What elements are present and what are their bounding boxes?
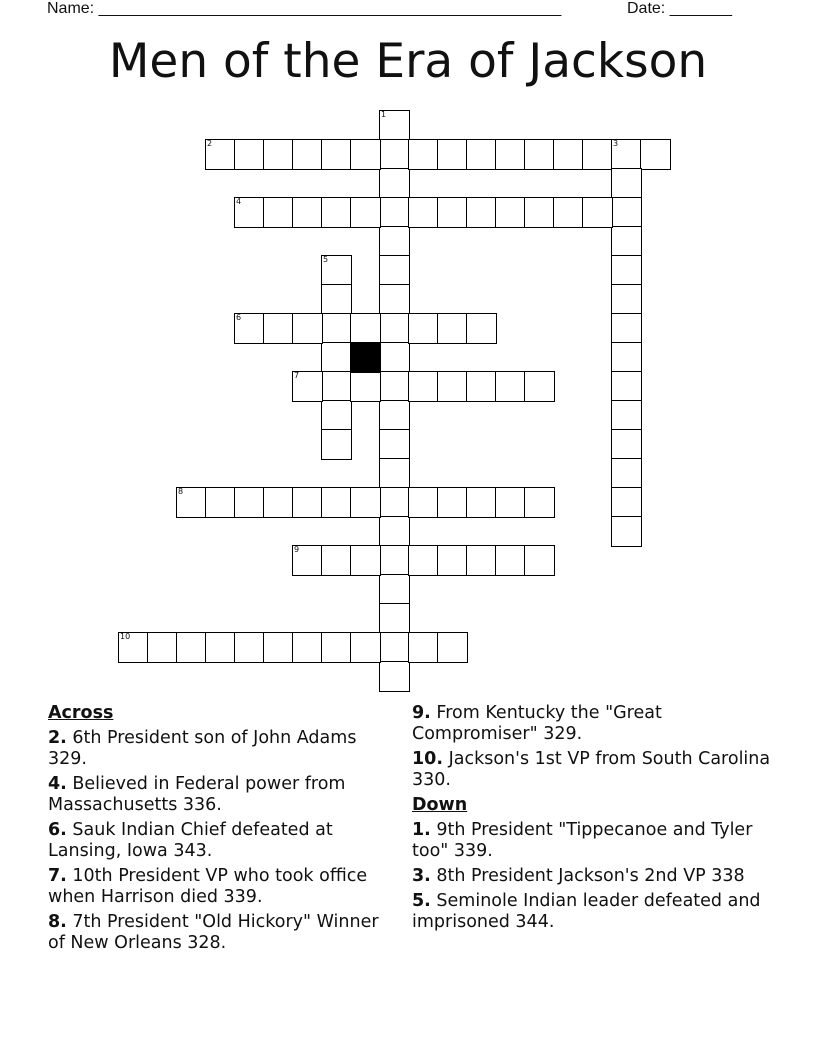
grid-cell[interactable] [553,139,584,170]
clue-across-8: 8. 7th President "Old Hickory" Winner of New Orleans 328. [48,912,379,953]
grid-cell[interactable] [292,545,323,576]
grid-cell[interactable] [408,545,439,576]
grid-cell[interactable] [611,458,642,489]
grid-cell[interactable] [466,487,497,518]
puzzle-title: Men of the Era of Jackson [108,34,708,89]
grid-cell[interactable] [379,429,410,460]
grid-cell[interactable] [118,632,149,663]
clue-down-5: 5. Seminole Indian leader defeated and imprisoned 344. [412,891,761,932]
grid-cell[interactable] [379,255,410,286]
grid-cell[interactable] [379,197,410,228]
grid-cell[interactable] [147,632,178,663]
grid-cell[interactable] [292,139,323,170]
grid-cell[interactable] [553,197,584,228]
grid-cell[interactable] [640,139,671,170]
grid-cell[interactable] [234,139,265,170]
grid-cell[interactable] [321,632,352,663]
grid-cell[interactable] [437,545,468,576]
grid-cell[interactable] [408,632,439,663]
grid-cell[interactable] [437,313,468,344]
grid-cell[interactable] [495,197,526,228]
grid-cell[interactable] [321,429,352,460]
grid-cell[interactable] [350,197,381,228]
grid-cell[interactable] [495,487,526,518]
clue-number: 8 [178,487,184,496]
grid-cell[interactable] [350,632,381,663]
grid-cell[interactable] [466,139,497,170]
grid-cell[interactable] [379,110,410,141]
grid-cell[interactable] [611,371,642,402]
grid-cell[interactable] [379,545,410,576]
grid-cell[interactable] [176,487,207,518]
grid-cell[interactable] [321,284,352,315]
clue-down-1: 1. 9th President "Tippecanoe and Tyler too" 339. [412,820,753,861]
grid-cell[interactable] [437,371,468,402]
grid-cell[interactable] [495,545,526,576]
grid-cell[interactable] [379,487,410,518]
grid-cell[interactable] [466,197,497,228]
grid-cell[interactable] [292,313,323,344]
clue-number: 4 [236,197,242,206]
grid-cell[interactable] [495,139,526,170]
clue-number: 2 [207,139,213,148]
grid-cell[interactable] [263,313,294,344]
grid-cell[interactable] [263,487,294,518]
clue-across-10: 10. Jackson's 1st VP from South Carolina 330. [412,749,771,790]
grid-cell[interactable] [582,139,613,170]
grid-cell[interactable] [379,168,410,199]
clue-number: 9 [294,545,300,554]
grid-cell[interactable] [379,342,410,373]
clues-left-column [48,703,393,958]
grid-cell[interactable] [292,197,323,228]
grid-cell[interactable] [611,226,642,257]
grid-cell[interactable] [292,632,323,663]
date-field: Date: _______ [627,0,732,17]
grid-cell[interactable] [524,545,555,576]
grid-cell[interactable] [379,284,410,315]
clue-number: 1 [381,110,387,119]
grid-cell[interactable] [611,284,642,315]
grid-cell[interactable] [350,313,381,344]
grid-cell[interactable] [408,197,439,228]
clue-across-4: 4. Believed in Federal power from Massachusetts 336. [48,774,346,815]
grid-cell[interactable] [437,139,468,170]
grid-cell[interactable] [524,197,555,228]
grid-cell[interactable] [379,458,410,489]
grid-cell[interactable] [466,371,497,402]
grid-cell[interactable] [350,139,381,170]
grid-cell[interactable] [611,400,642,431]
grid-cell[interactable] [176,632,207,663]
grid-cell[interactable] [205,487,236,518]
grid-cell[interactable] [263,197,294,228]
grid-cell[interactable] [379,400,410,431]
clue-number: 7 [294,371,300,380]
grid-cell[interactable] [350,487,381,518]
grid-cell[interactable] [234,197,265,228]
grid-cell[interactable] [350,371,381,402]
clue-number: 3 [613,139,619,148]
clue-down-3: 3. 8th President Jackson's 2nd VP 338 [412,866,745,886]
grid-cell[interactable] [524,139,555,170]
name-field: Name: ____________________________________________________ [47,0,562,17]
grid-cell[interactable] [379,632,410,663]
clue-number: 10 [120,632,131,641]
across-heading: Across [48,703,114,723]
clues-right-column [412,703,772,937]
grid-cell[interactable] [321,487,352,518]
grid-cell[interactable] [292,371,323,402]
grid-cell[interactable] [466,545,497,576]
grid-cell[interactable] [379,313,410,344]
grid-cell[interactable] [611,516,642,547]
grid-cell[interactable] [437,487,468,518]
grid-cell[interactable] [234,487,265,518]
grid-cell[interactable] [611,342,642,373]
clue-across-7: 7. 10th President VP who took office when Harrison died 339. [48,866,368,907]
grid-cell[interactable] [408,139,439,170]
clue-across-2: 2. 6th President son of John Adams 329. [48,728,357,769]
grid-cell[interactable] [524,371,555,402]
clue-across-9: 9. From Kentucky the "Great Compromiser" 329. [412,703,662,744]
down-heading: Down [412,795,468,815]
grid-cell[interactable] [408,371,439,402]
grid-cell[interactable] [437,197,468,228]
grid-cell[interactable] [466,313,497,344]
grid-cell[interactable] [321,197,352,228]
grid-cell[interactable] [495,371,526,402]
grid-cell[interactable] [379,139,410,170]
grid-cell[interactable] [379,603,410,634]
grid-cell[interactable] [321,371,352,402]
grid-cell[interactable] [611,313,642,344]
grid-cell[interactable] [379,371,410,402]
grid-cell[interactable] [205,139,236,170]
grid-cell[interactable] [611,197,642,228]
grid-cell[interactable] [321,313,352,344]
grid-cell[interactable] [379,226,410,257]
clue-number: 5 [323,255,329,264]
grid-cell[interactable] [234,313,265,344]
grid-cell[interactable] [408,487,439,518]
grid-cell[interactable] [611,168,642,199]
grid-cell[interactable] [321,139,352,170]
clue-number: 6 [236,313,242,322]
grid-cell[interactable] [582,197,613,228]
black-cell [350,342,381,373]
grid-cell[interactable] [321,545,352,576]
grid-cell[interactable] [408,313,439,344]
grid-cell[interactable] [205,632,236,663]
grid-cell[interactable] [321,255,352,286]
grid-cell[interactable] [321,400,352,431]
grid-cell[interactable] [350,545,381,576]
grid-cell[interactable] [437,632,468,663]
grid-cell[interactable] [292,487,323,518]
grid-cell[interactable] [379,574,410,605]
grid-cell[interactable] [611,487,642,518]
clue-across-6: 6. Sauk Indian Chief defeated at Lansing, Iowa 343. [48,820,333,861]
grid-cell[interactable] [321,342,352,373]
grid-cell[interactable] [379,661,410,692]
grid-cell[interactable] [234,632,265,663]
grid-cell[interactable] [263,139,294,170]
grid-cell[interactable] [611,429,642,460]
grid-cell[interactable] [611,255,642,286]
grid-cell[interactable] [379,516,410,547]
grid-cell[interactable] [524,487,555,518]
grid-cell[interactable] [263,632,294,663]
grid-cell[interactable] [611,139,642,170]
